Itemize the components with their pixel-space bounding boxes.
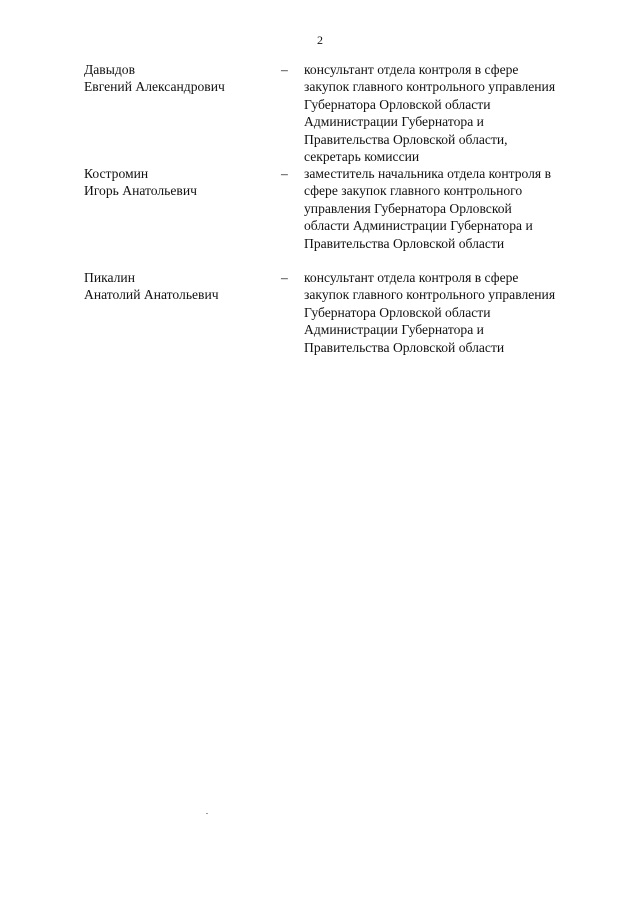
position-line: закупок главного контрольного управления (304, 287, 556, 303)
position-line: сфере закупок главного контрольного (304, 183, 523, 199)
member-name (84, 165, 274, 200)
position-line: консультант отдела контроля в сфере (304, 62, 519, 77)
position-line: Правительства Орловской области (304, 235, 505, 251)
member-given-names: Игорь Анатольевич (84, 183, 197, 199)
position-line: Администрации Губернатора и (304, 322, 484, 338)
position-line: Губернатора Орловской области (304, 304, 491, 320)
member-surname: Пикалин (84, 270, 135, 285)
position-line: управления Губернатора Орловской (304, 200, 512, 216)
page-number: 2 (317, 33, 323, 47)
member-given-names: Анатолий Анатольевич (84, 287, 219, 303)
position-line: области Администрации Губернатора и (304, 218, 533, 234)
position-line: закупок главного контрольного управления (304, 79, 556, 95)
position-line: Правительства Орловской области, (304, 131, 508, 147)
position-line: заместитель начальника отдела контроля в (304, 166, 552, 181)
member-dash: – (281, 62, 288, 77)
member-dash: – (281, 270, 288, 285)
member-surname: Костромин (84, 166, 149, 181)
member-given-names: Евгений Александрович (84, 79, 225, 95)
position-line: консультант отдела контроля в сфере (304, 270, 519, 285)
member-position (304, 269, 594, 356)
member-name (84, 61, 274, 96)
position-line: Правительства Орловской области (304, 339, 505, 355)
position-line: Администрации Губернатора и (304, 114, 484, 130)
member-surname: Давыдов (84, 62, 135, 77)
member-position (304, 61, 594, 165)
member-dash: – (281, 166, 288, 181)
member-position (304, 165, 594, 252)
member-name (84, 269, 274, 304)
position-line: Губернатора Орловской области (304, 96, 491, 112)
scan-speck (206, 813, 208, 814)
position-line: секретарь комиссии (304, 149, 420, 165)
